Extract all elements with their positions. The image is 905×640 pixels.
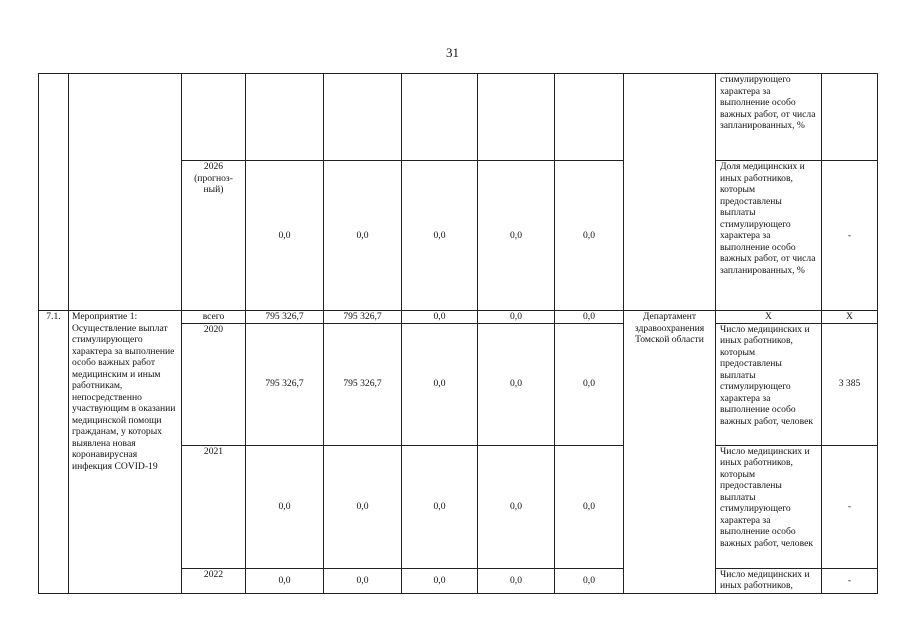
value-cell: 0,0 — [478, 568, 555, 593]
measure-number: 7.1. — [39, 311, 69, 594]
target-cell: - — [822, 568, 878, 593]
table-row — [39, 311, 878, 324]
value-cell: 0,0 — [478, 445, 555, 568]
value-cell: 0,0 — [324, 445, 402, 568]
value-cell: 0,0 — [478, 323, 555, 445]
value-cell: 0,0 — [324, 161, 402, 311]
program-table — [38, 73, 878, 594]
value-cell: 0,0 — [402, 445, 478, 568]
value-cell: 0,0 — [478, 311, 555, 324]
page-number: 31 — [446, 45, 459, 60]
value-cell: 0,0 — [555, 311, 624, 324]
value-cell: 0,0 — [478, 161, 555, 311]
indicator-cell: Число медицинских и иных работников, которым предоставлены выплаты стимулирующего характера за выполнение особо важных работ, человек — [716, 445, 822, 568]
value-cell: 795 326,7 — [246, 311, 324, 324]
executor-cell: Департамент здравоохранения Томской области — [624, 311, 716, 594]
value-cell: 0,0 — [246, 445, 324, 568]
value-cell: 0,0 — [246, 568, 324, 593]
value-cell: 0,0 — [555, 323, 624, 445]
value-cell: 0,0 — [555, 445, 624, 568]
year-cell: 2022 — [182, 568, 246, 593]
indicator-cell: стимулирующего характера за выполнение особо важных работ, от числа запланированных, % — [716, 74, 822, 161]
indicator-cell: Число медицинских и иных работников, которым предоставлены выплаты стимулирующего характера за выполнение особо важных работ, человек — [716, 323, 822, 445]
indicator-cell: Х — [716, 311, 822, 324]
target-cell: - — [822, 161, 878, 311]
empty-cell — [478, 74, 555, 161]
year-cell: 2021 — [182, 445, 246, 568]
table-row — [39, 74, 878, 161]
value-cell: 0,0 — [555, 568, 624, 593]
value-cell: 795 326,7 — [324, 311, 402, 324]
target-cell: - — [822, 445, 878, 568]
value-cell: 0,0 — [402, 161, 478, 311]
value-cell: 795 326,7 — [324, 323, 402, 445]
year-cell: всего — [182, 311, 246, 324]
empty-cell — [182, 74, 246, 161]
empty-number-cell — [39, 74, 69, 311]
target-cell: 3 385 — [822, 323, 878, 445]
value-cell: 0,0 — [324, 568, 402, 593]
indicator-cell: Доля медицинских и иных работников, которым предоставлены выплаты стимулирующего характера за выполнение особо важных работ, от числа запланированных, % — [716, 161, 822, 311]
value-cell: 0,0 — [402, 311, 478, 324]
empty-name-cell — [69, 74, 182, 311]
empty-cell — [324, 74, 402, 161]
target-cell: Х — [822, 311, 878, 324]
value-cell: 0,0 — [402, 568, 478, 593]
year-cell: 2020 — [182, 323, 246, 445]
empty-cell — [402, 74, 478, 161]
empty-cell — [246, 74, 324, 161]
value-cell: 0,0 — [555, 161, 624, 311]
empty-cell — [822, 74, 878, 161]
year-cell: 2026 (прогноз-ный) — [182, 161, 246, 311]
empty-cell — [555, 74, 624, 161]
measure-name: Мероприятие 1: Осуществление выплат стимулирующего характера за выполнение особо важных работ медицинским и иным работникам, непосредственно участвующим в оказании медицинской помощи гражданам, у которых выявлена новая коронавирусная инфекция COVID-19 — [69, 311, 182, 594]
value-cell: 0,0 — [246, 161, 324, 311]
value-cell: 0,0 — [402, 323, 478, 445]
empty-executor-cell — [624, 74, 716, 311]
indicator-cell: Число медицинских и иных работников, — [716, 568, 822, 593]
value-cell: 795 326,7 — [246, 323, 324, 445]
